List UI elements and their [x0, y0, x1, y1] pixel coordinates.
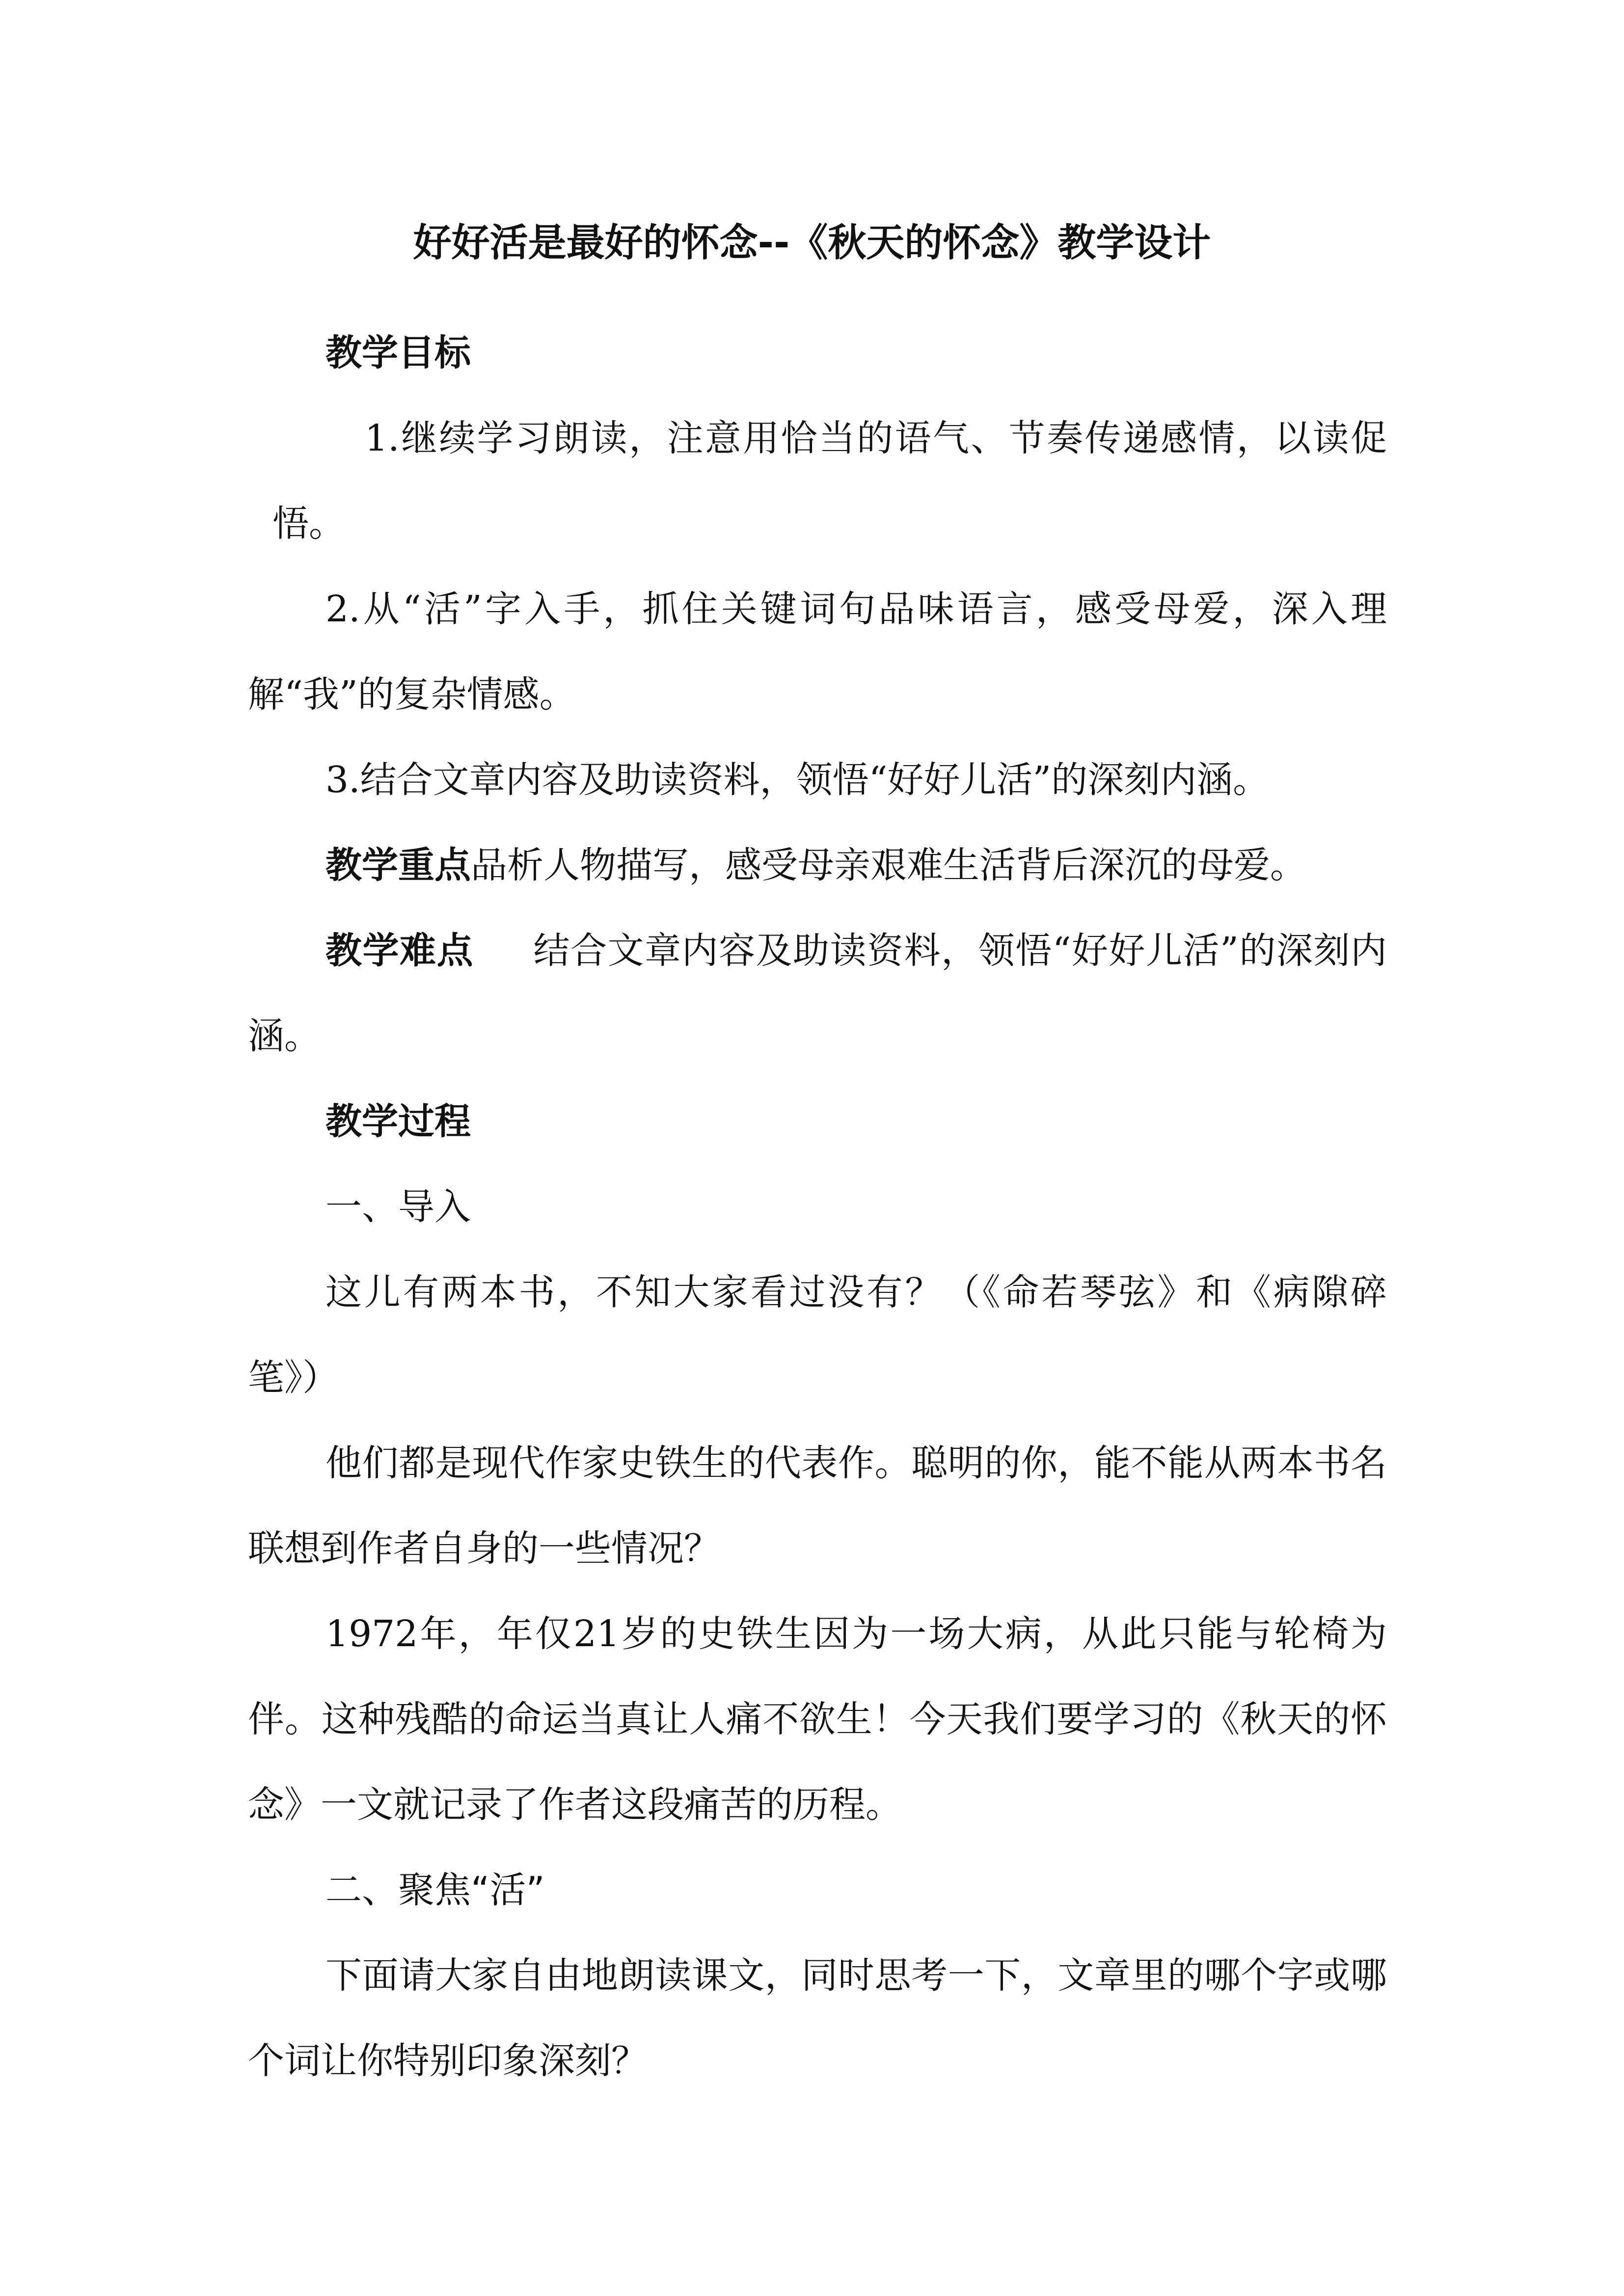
document-body [248, 310, 1387, 2104]
difficulty-label: 教学难点 [325, 930, 474, 972]
section-heading: 二、聚焦“活” [325, 1869, 545, 1911]
section-heading: 一、导入 [325, 1186, 471, 1228]
goals-heading: 教学目标 [325, 332, 471, 374]
body-paragraph: 他们都是现代作家史铁生的代表作。聪明的你，能不能从两本书名联想到作者自身的一些情况？ [248, 1442, 1387, 1570]
difficulty-text: 结合文章内容及助读资料，领悟“好好儿活”的深刻内涵。 [248, 930, 1387, 1057]
document-title: 好好活是最好的怀念--《秋天的怀念》教学设计 [413, 221, 1211, 265]
key-point-text: 品析人物描写，感受母亲艰难生活背后深沉的母爱。 [471, 844, 1306, 886]
body-paragraph: 1972年，年仅21岁的史铁生因为一场大病，从此只能与轮椅为伴。这种残酷的命运当真让人痛不欲生！今天我们要学习的《秋天的怀念》一文就记录了作者这段痛苦的历程。 [248, 1613, 1387, 1826]
body-paragraph: 这儿有两本书，不知大家看过没有？（《命若琴弦》和《病隙碎笔》） [248, 1271, 1387, 1399]
goal-item: 3.结合文章内容及助读资料，领悟“好好儿活”的深刻内涵。 [325, 759, 1270, 801]
goal-item: 2.从“活”字入手，抓住关键词句品味语言，感受母爱，深入理解“我”的复杂情感。 [248, 588, 1387, 716]
process-heading: 教学过程 [325, 1100, 471, 1143]
key-point-paragraph [248, 823, 1387, 908]
key-point-label: 教学重点 [325, 844, 471, 886]
body-paragraph: 下面请大家自由地朗读课文，同时思考一下，文章里的哪个字或哪个词让你特别印象深刻？ [248, 1954, 1387, 2082]
goal-item: 1.继续学习朗读，注意用恰当的语气、节奏传递感情，以读促悟。 [272, 417, 1387, 545]
difficulty-paragraph [248, 908, 1387, 1079]
